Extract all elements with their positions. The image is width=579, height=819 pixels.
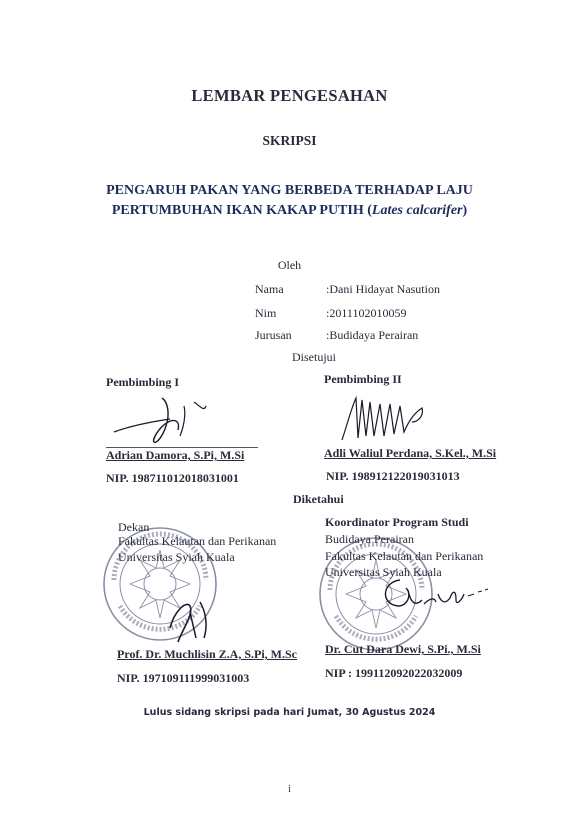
pembimbing-2-heading: Pembimbing II — [324, 372, 402, 386]
dekan-nip: NIP. 197109111999031003 — [117, 671, 250, 685]
graduation-note: Lulus sidang skripsi pada hari Jumat, 30 Agustus 2024 — [143, 707, 436, 718]
pembimbing-1-name: Adrian Damora, S.Pi, M.Si — [106, 448, 245, 462]
dekan-university: Universitas Syiah Kuala — [118, 550, 235, 564]
nama-value: :Dani Hidayat Nasution — [326, 282, 440, 296]
koordinator-faculty: Fakultas Kelautan dan Perikanan — [325, 549, 484, 563]
dekan-name: Prof. Dr. Muchlisin Z.A, S.Pi, M.Sc — [117, 647, 298, 661]
dekan-faculty: Fakultas Kelautan dan Perikanan — [118, 534, 277, 548]
nim-label: Nim — [255, 306, 277, 320]
thesis-title — [0, 181, 579, 221]
koordinator-program: Budidaya Perairan — [325, 532, 414, 546]
thesis-title-line-2: PERTUMBUHAN IKAN KAKAP PUTIH (Lates calcarifer) — [111, 203, 468, 218]
koordinator-university: Universitas Syiah Kuala — [325, 565, 442, 579]
pembimbing-1-nip: NIP. 198711012018031001 — [106, 471, 239, 485]
diketahui-label: Diketahui — [293, 492, 344, 506]
pembimbing-2-name: Adli Waliul Perdana, S.Kel., M.Si — [324, 446, 497, 460]
page-number: i — [288, 784, 291, 795]
signature-pembimbing-2 — [338, 392, 438, 444]
document-type: SKRIPSI — [262, 133, 317, 148]
pembimbing-2-nip: NIP. 198912122019031013 — [326, 469, 460, 483]
dekan-role: Dekan — [118, 520, 150, 534]
pembimbing-1-heading: Pembimbing I — [106, 375, 180, 389]
page-title: LEMBAR PENGESAHAN — [191, 86, 388, 105]
signature-pembimbing-1 — [110, 392, 220, 448]
koordinator-nip: NIP : 199112092022032009 — [325, 666, 463, 680]
nim-value: :2011102010059 — [326, 306, 407, 320]
koordinator-role: Koordinator Program Studi — [325, 515, 469, 529]
jurusan-value: :Budidaya Perairan — [326, 328, 419, 342]
jurusan-label: Jurusan — [255, 328, 292, 342]
thesis-title-line-1: PENGARUH PAKAN YANG BERBEDA TERHADAP LAJU — [106, 183, 473, 198]
disetujui-label: Disetujui — [292, 350, 336, 364]
species-name: Lates calcarifer — [371, 203, 463, 218]
signature-koordinator — [372, 570, 492, 620]
nama-label: Nama — [255, 282, 284, 296]
signature-dekan — [160, 592, 220, 648]
oleh-label: Oleh — [277, 258, 302, 272]
koordinator-name: Dr. Cut Dara Dewi, S.Pi., M.Si — [325, 642, 481, 656]
